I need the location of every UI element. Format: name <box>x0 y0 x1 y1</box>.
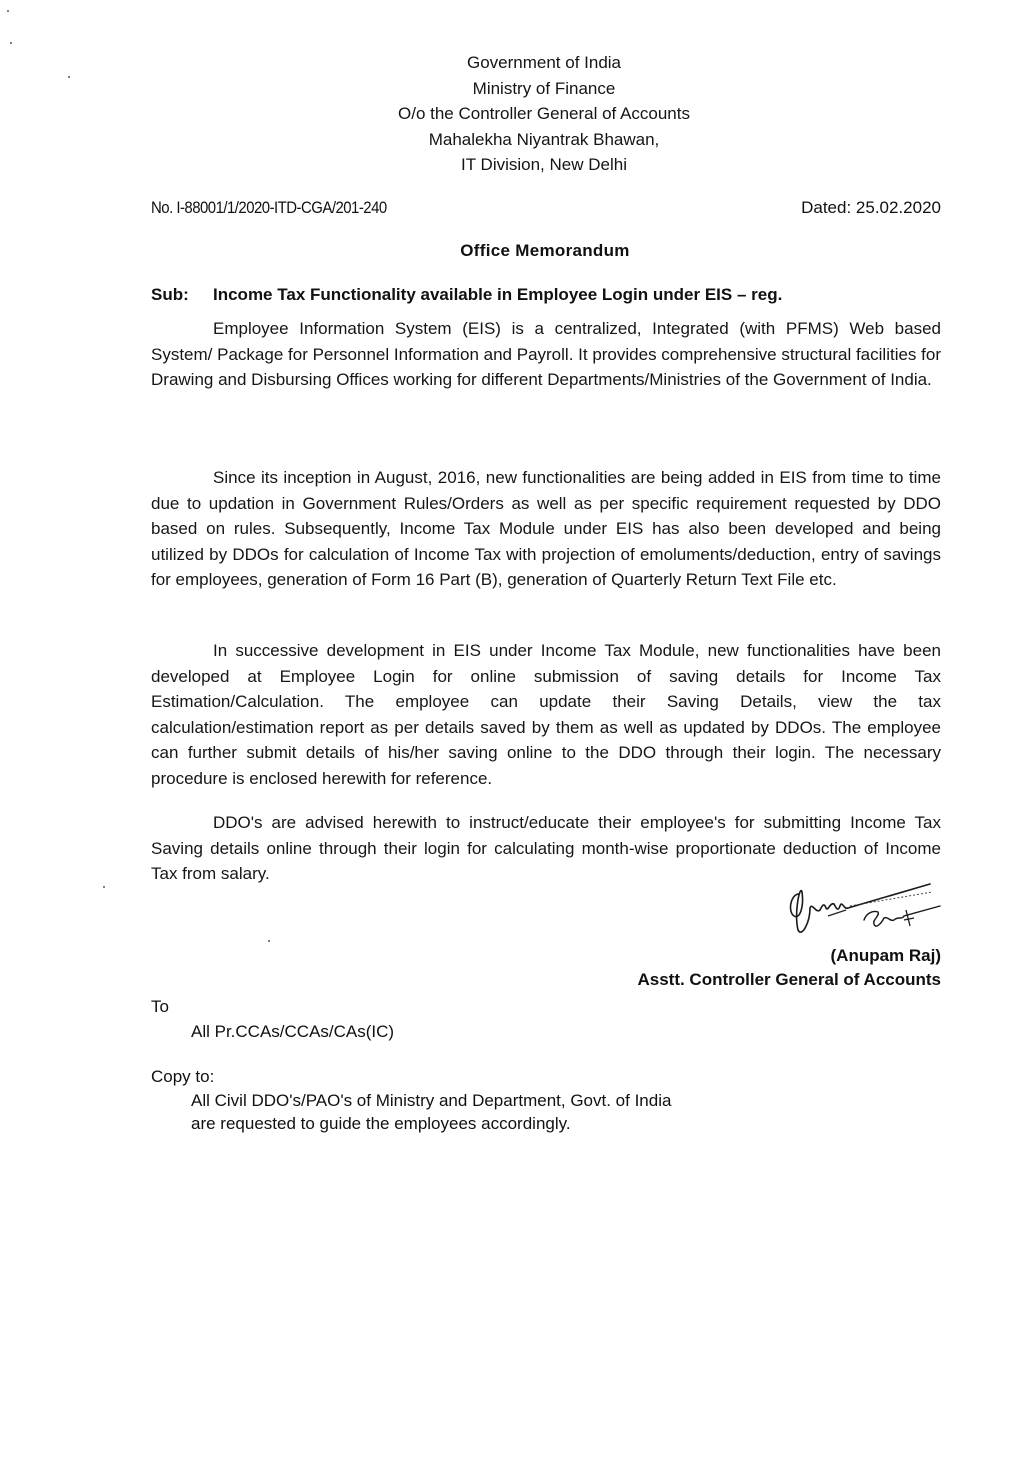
subject-text: Income Tax Functionality available in Employee Login under EIS – reg. <box>213 285 783 304</box>
scan-speck <box>10 42 12 44</box>
scan-speck <box>68 76 70 78</box>
body-paragraph: DDO's are advised herewith to instruct/educate their employee's for submitting Income Tax Saving details online through their login for calculating month-wise proportionate deduction of Income Tax from salary. <box>151 813 941 884</box>
copy-to-label: Copy to: <box>151 1067 215 1086</box>
reference-number: No. I-88001/1/2020-ITD-CGA/201-240 <box>151 198 387 217</box>
scan-speck <box>268 940 270 942</box>
to-recipient: All Pr.CCAs/CCAs/CAs(IC) <box>191 1022 395 1041</box>
body-paragraph: In successive development in EIS under Income Tax Module, new functionalities have been developed at Employee Login for online submission of saving details for Income Tax Estimation/Calculation. The employee can update their Saving Details, view the tax calculation/estimation report as per details saved by them as well as updated by DDOs. The employee can further submit details of his/her saving online to the DDO through their login. The necessary procedure is enclosed herewith for reference. <box>151 641 941 788</box>
to-label: To <box>151 997 169 1016</box>
letterhead <box>0 50 1028 178</box>
body-paragraph: Since its inception in August, 2016, new functionalities are being added in EIS from time to time due to updation in Government Rules/Orders as well as per specific requirement requested by DDO based on rules. Subsequently, Income Tax Module under EIS has also been developed and being utilized by DDOs for calculation of Income Tax with projection of emoluments/deduction, entry of savings for employees, generation of Form 16 Part (B), generation of Quarterly Return Text File etc. <box>151 468 941 590</box>
body-paragraph: Employee Information System (EIS) is a centralized, Integrated (with PFMS) Web based System/ Package for Personnel Information and Payroll. It provides comprehensive structural facilities for Drawing and Disbursing Offices working for different Departments/Ministries of the Government of India. <box>151 319 941 390</box>
reference-date: Dated: 25.02.2020 <box>801 198 941 217</box>
copy-to-line: are requested to guide the employees accordingly. <box>191 1114 571 1133</box>
letterhead-office: O/o the Controller General of Accounts <box>398 104 690 123</box>
scan-speck <box>7 10 9 12</box>
signatory-designation: Asstt. Controller General of Accounts <box>637 970 941 989</box>
letterhead-building: Mahalekha Niyantrak Bhawan, <box>428 129 660 149</box>
scan-speck <box>103 886 105 888</box>
copy-to-line: All Civil DDO's/PAO's of Ministry and Department, Govt. of India <box>191 1091 672 1110</box>
subject-line <box>151 285 941 305</box>
handwritten-signature-icon <box>780 872 960 942</box>
letterhead-government: Government of India <box>466 53 622 72</box>
signatory-name: (Anupam Raj) <box>830 946 941 965</box>
memo-title: Office Memorandum <box>460 241 630 260</box>
letterhead-division: IT Division, New Delhi <box>461 155 627 174</box>
subject-label: Sub: <box>151 285 189 304</box>
letterhead-ministry: Ministry of Finance <box>472 78 616 98</box>
